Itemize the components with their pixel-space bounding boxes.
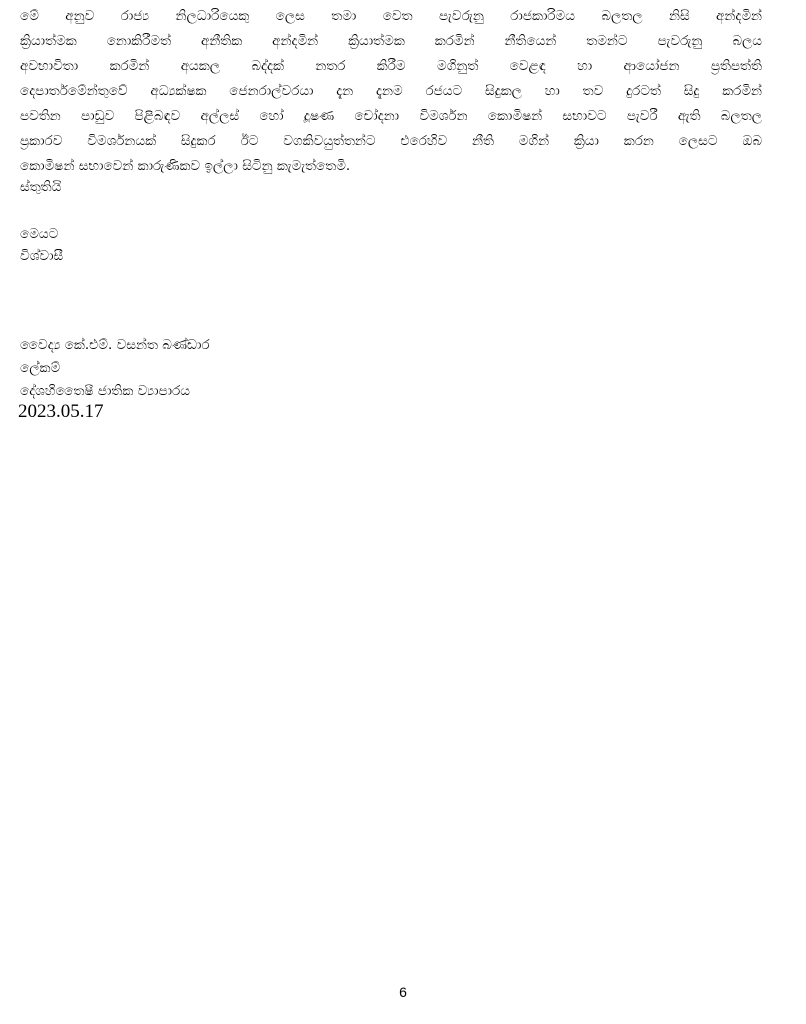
page-number: 6 <box>399 984 407 1000</box>
closing-thanks: ස්තුතියි <box>20 179 62 195</box>
signatory-name: වෛද්‍ය කේ.එම්. වසන්ත බණ්ඩාර <box>20 337 210 353</box>
signatory-title: ලේකම් <box>20 360 61 376</box>
paragraph-line: මේ අනුව රාජ්‍ය නිලධාරියෙකු ලෙස තමා වෙත පැවරුනු රාජකාරිමය බලතල නිසි අන්දමින් <box>20 8 762 24</box>
paragraph-line: ප්‍රකාරව විමර්ශනයක් සිදුකර ඊට වගකිවයුත්තන්ට එරෙහිව නීති මගින් ක්‍රියා කරන ලෙසට ඔබ <box>20 133 762 149</box>
paragraph-line: අවභාවිතා කරමින් අයකල බද්දක් නතර කිරීම මගිනුත් වෙළඳ හා ආයෝජන ප්‍රතිපත්ති <box>20 58 762 74</box>
paragraph-line: කොමිෂන් සභාවෙන් කාරුණිකව ඉල්ලා සිටිනු කැමැත්තෙමි. <box>20 158 351 174</box>
signatory-organization: දේශහිතෛෂී ජාතික ව්‍යාපාරය <box>20 383 190 399</box>
body-paragraph <box>20 4 762 179</box>
closing-yours-line1: මෙයට <box>20 226 59 242</box>
letter-date: 2023.05.17 <box>18 401 104 422</box>
paragraph-line: ක්‍රියාත්මක නොකිරීමත් අනීතික අන්දමින් ක්‍රියාත්මක කරමින් නීතියෙන් තමන්ට පැවරුනු බලය <box>20 33 762 49</box>
paragraph-line: පවතින පාඩුව පිළිබඳව අල්ලස් හෝ දූෂණ චෝදනා විමර්ශන කොමිෂන් සභාවට පැවරී ඇති බලතල <box>20 108 762 124</box>
closing-yours-line2: විශ්වාසී <box>20 248 64 264</box>
paragraph-line: දෙපාර්තමේන්තුවේ අධ්‍යක්ෂක ජෙනරාල්වරයා දැන දැනම රජයට සිදුකල හා තව දුරටත් සිදු කරමින් <box>20 83 762 99</box>
